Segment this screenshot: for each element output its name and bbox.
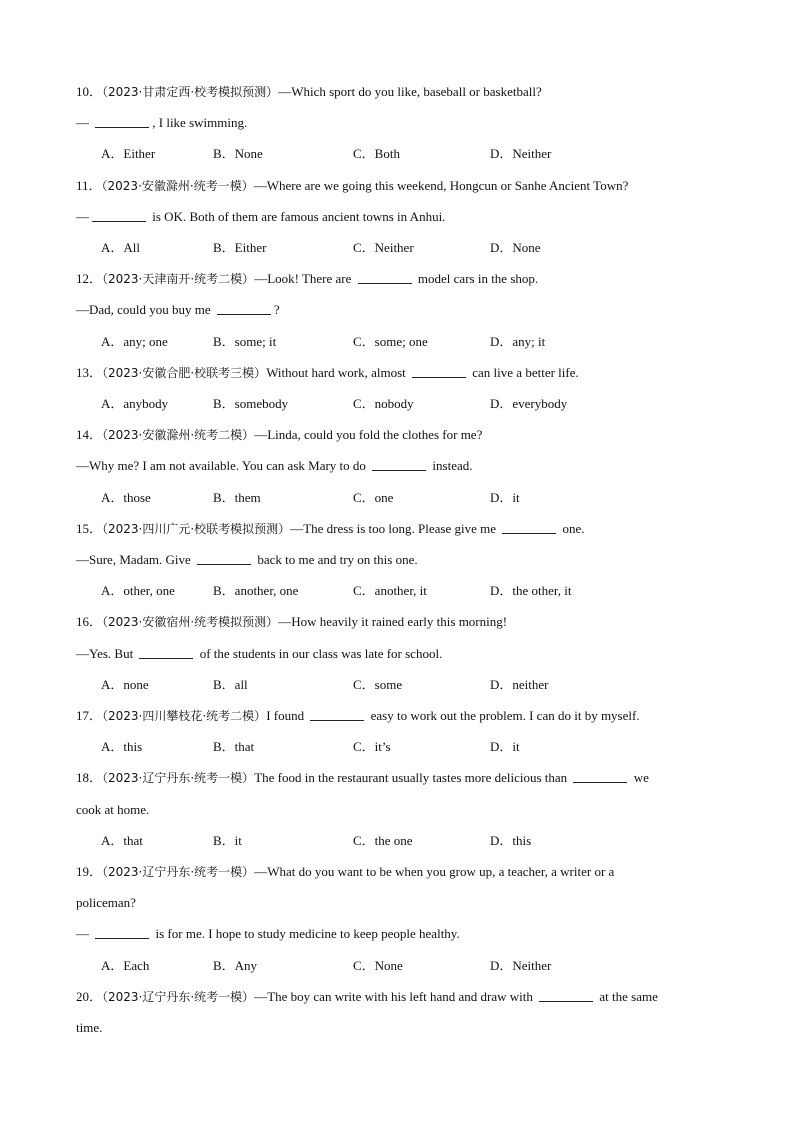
answer-options: [76, 482, 716, 513]
option-a[interactable]: A．none: [101, 676, 149, 692]
question-stem: [76, 357, 716, 388]
question-text: The food in the restaurant usually tastes more delicious than: [254, 770, 571, 786]
answer-blank: [139, 646, 193, 659]
question-text: —The dress is too long. Please give me: [290, 520, 500, 536]
question-18: [76, 762, 716, 856]
question-17: [76, 700, 716, 762]
answer-blank: [372, 458, 426, 471]
option-b[interactable]: B．all: [213, 676, 248, 692]
answer-blank: [197, 552, 251, 565]
question-stem: [76, 856, 716, 887]
question-source: （2023·安徽合肥·校联考三模）: [102, 365, 267, 380]
option-a[interactable]: A．Each: [101, 957, 150, 973]
option-d[interactable]: D．this: [490, 832, 532, 848]
question-19: [76, 856, 716, 981]
answer-blank: [217, 302, 271, 315]
question-text: at the same: [596, 988, 658, 1004]
option-c[interactable]: C．some: [353, 676, 403, 692]
answer-blank: [358, 271, 412, 284]
question-number: 11．: [76, 177, 102, 193]
answer-options: [76, 326, 716, 357]
option-a[interactable]: A．All: [101, 239, 141, 255]
option-b[interactable]: B．another, one: [213, 583, 299, 599]
question-16: [76, 606, 716, 700]
option-b[interactable]: B．that: [213, 739, 255, 755]
question-text: I found: [266, 708, 308, 723]
question-number: 13．: [76, 364, 103, 380]
question-20: [76, 981, 716, 1043]
question-line: [76, 107, 716, 138]
question-text: —Linda, could you fold the clothes for me?: [254, 427, 483, 443]
question-text: —Why me? I am not available. You can ask Mary to do: [76, 458, 370, 474]
answer-options: [76, 731, 716, 762]
option-d[interactable]: D．it: [490, 489, 520, 505]
question-text: ?: [273, 302, 280, 318]
question-text: —Sure, Madam. Give: [76, 551, 195, 567]
question-source: （2023·安徽滁州·统考一模）: [101, 178, 254, 193]
question-text: —Look! There are: [254, 271, 355, 287]
question-10: [76, 76, 716, 170]
answer-blank: [310, 708, 364, 721]
question-source: （2023·甘肃定西·校考模拟预测）: [102, 85, 279, 99]
answer-options: [76, 232, 716, 263]
option-d[interactable]: D．it: [490, 739, 520, 755]
question-source: （2023·天津南开·统考二模）: [102, 272, 255, 287]
question-line: [76, 918, 716, 949]
answer-blank: [95, 926, 149, 939]
question-line: [76, 450, 716, 481]
question-text: —Which sport do you like, baseball or basketball?: [278, 84, 542, 99]
question-stem: [76, 981, 716, 1012]
question-stem: [76, 700, 716, 731]
option-c[interactable]: C．Both: [353, 146, 400, 162]
question-source: （2023·安徽滁州·统考二模）: [102, 428, 255, 443]
question-line: [76, 794, 716, 825]
question-text: , I like swimming.: [152, 115, 248, 131]
question-line: [76, 294, 716, 325]
question-source: （2023·辽宁丹东·统考一模）: [102, 865, 255, 879]
option-a[interactable]: A．Either: [101, 146, 156, 162]
answer-options: [76, 950, 716, 981]
option-c[interactable]: C．another, it: [353, 583, 427, 599]
question-number: 19．: [76, 864, 103, 879]
question-stem: [76, 76, 716, 107]
answer-blank: [92, 209, 146, 222]
option-b[interactable]: B．somebody: [213, 395, 289, 411]
question-text: —How heavily it rained early this morning!: [278, 614, 508, 630]
answer-blank: [502, 521, 556, 534]
question-text: —Dad, could you buy me: [76, 302, 214, 318]
question-stem: [76, 419, 716, 450]
question-stem: [76, 170, 716, 201]
question-number: 17．: [76, 708, 103, 723]
question-text: is OK. Both of them are famous ancient towns in Anhui.: [149, 208, 446, 224]
option-c[interactable]: C．the one: [353, 832, 413, 848]
option-b[interactable]: B．Either: [213, 239, 267, 255]
question-source: （2023·安徽宿州·统考模拟预测）: [102, 615, 279, 630]
question-source: （2023·四川广元·校联考模拟预测）: [102, 521, 291, 536]
answer-blank: [573, 770, 627, 783]
question-text: —Where are we going this weekend, Hongcun or Sanhe Ancient Town?: [253, 177, 629, 193]
option-a[interactable]: A．those: [101, 489, 151, 505]
question-text: is for me. I hope to study medicine to keep people healthy.: [152, 926, 460, 942]
option-c[interactable]: C．nobody: [353, 395, 414, 411]
question-14: [76, 419, 716, 513]
question-line: [76, 887, 716, 918]
question-number: 14．: [76, 427, 103, 443]
question-number: 18．: [76, 770, 103, 786]
question-15: [76, 513, 716, 607]
question-text: —: [76, 208, 89, 224]
question-stem: [76, 513, 716, 544]
question-text: —What do you want to be when you grow up, a teacher, a writer or a: [254, 864, 615, 879]
answer-blank: [412, 365, 466, 378]
question-text: policeman?: [76, 895, 136, 911]
answer-options: [76, 138, 716, 169]
answer-blank: [539, 989, 593, 1002]
option-b[interactable]: B．some; it: [213, 333, 277, 349]
question-text: —: [76, 115, 93, 131]
option-d[interactable]: D．the other, it: [490, 583, 572, 599]
option-d[interactable]: D．None: [490, 239, 541, 255]
question-number: 12．: [76, 271, 103, 287]
question-source: （2023·四川攀枝花·统考二模）: [102, 709, 267, 723]
question-line: [76, 544, 716, 575]
option-d[interactable]: D．Neither: [490, 146, 552, 162]
question-number: 20．: [76, 988, 103, 1004]
option-d[interactable]: D．Neither: [490, 957, 552, 973]
question-line: [76, 638, 716, 669]
question-line: [76, 1012, 716, 1043]
option-c[interactable]: C．one: [353, 489, 394, 505]
option-d[interactable]: D．neither: [490, 676, 549, 692]
question-text: —The boy can write with his left hand and draw with: [254, 988, 537, 1004]
question-text: we: [630, 770, 649, 786]
option-c[interactable]: C．Neither: [353, 239, 414, 255]
question-text: of the students in our class was late for school.: [196, 645, 443, 661]
question-number: 16．: [76, 614, 103, 630]
question-text: —Yes. But: [76, 645, 137, 661]
option-c[interactable]: C．some; one: [353, 333, 428, 349]
option-a[interactable]: A．any; one: [101, 333, 168, 349]
option-c[interactable]: C．None: [353, 957, 403, 973]
option-d[interactable]: D．any; it: [490, 333, 546, 349]
option-c[interactable]: C．it’s: [353, 739, 391, 755]
answer-options: [76, 825, 716, 856]
option-b[interactable]: B．Any: [213, 957, 258, 973]
answer-options: [76, 388, 716, 419]
question-12: [76, 263, 716, 357]
option-a[interactable]: A．that: [101, 832, 143, 848]
answer-options: [76, 575, 716, 606]
question-stem: [76, 263, 716, 294]
option-b[interactable]: B．them: [213, 489, 261, 505]
question-text: Without hard work, almost: [266, 364, 410, 380]
question-stem: [76, 762, 716, 793]
option-b[interactable]: B．it: [213, 832, 242, 848]
option-b[interactable]: B．None: [213, 146, 263, 162]
question-stem: [76, 606, 716, 637]
answer-blank: [95, 115, 149, 128]
question-source: （2023·辽宁丹东·统考一模）: [102, 771, 255, 786]
question-text: cook at home.: [76, 801, 150, 817]
question-text: easy to work out the problem. I can do it by myself.: [367, 708, 640, 723]
option-a[interactable]: A．this: [101, 739, 143, 755]
question-number: 10．: [76, 84, 103, 99]
question-number: 15．: [76, 520, 103, 536]
answer-options: [76, 669, 716, 700]
question-text: back to me and try on this one.: [254, 551, 418, 567]
question-11: [76, 170, 716, 264]
question-text: time.: [76, 1019, 103, 1035]
option-d[interactable]: D．everybody: [490, 395, 568, 411]
question-text: —: [76, 926, 93, 942]
question-text: can live a better life.: [469, 364, 579, 380]
question-13: [76, 357, 716, 419]
question-line: [76, 201, 716, 232]
option-a[interactable]: A．other, one: [101, 583, 175, 599]
option-a[interactable]: A．anybody: [101, 395, 169, 411]
question-text: one.: [559, 520, 585, 536]
question-text: instead.: [429, 458, 473, 474]
question-source: （2023·辽宁丹东·统考一模）: [102, 989, 255, 1004]
question-text: model cars in the shop.: [414, 271, 539, 287]
